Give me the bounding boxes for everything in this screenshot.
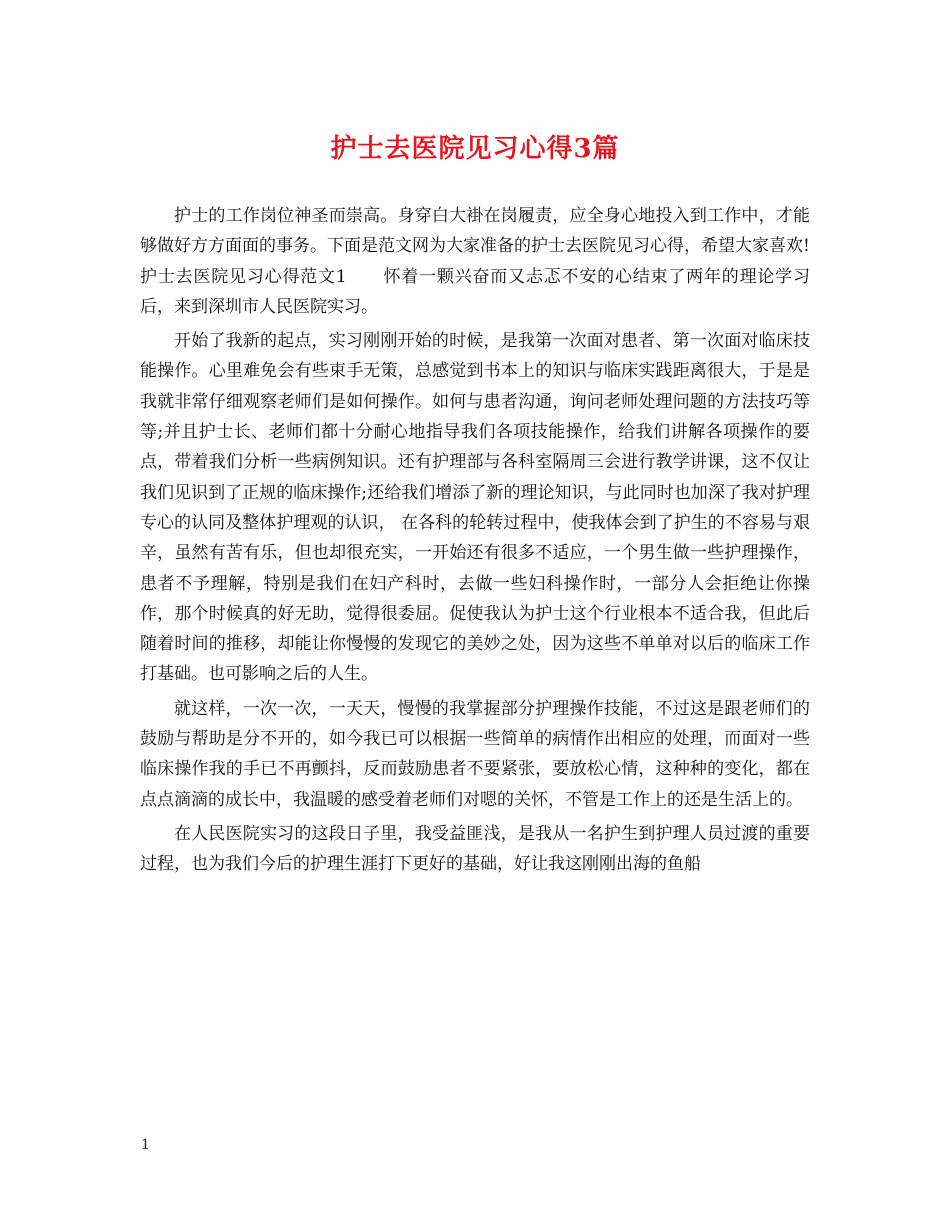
body-paragraph-3: 在人民医院实习的这段日子里，我受益匪浅，是我从一名护生到护理人员过渡的重要过程，也为我们今后的护理生涯打下更好的基础，好让我这刚刚出海的鱼船 — [140, 823, 810, 875]
section-heading: 护士去医院见习心得范文1 — [140, 266, 347, 287]
body-paragraph-2: 就这样，一次一次，一天天，慢慢的我掌握部分护理操作技能，不过这是跟老师们的鼓励与帮助是分不开的，如今我已可以根据一些简单的病情作出相应的处理，而面对一些临床操作我的手已不再颤抖，反而鼓励患者不要紧张，要放松心情，这种种的变化，都在点点滴滴的成长中，我温暖的感受着老师们对嗯的关怀，不管是工作上的还是生活上的。 — [140, 698, 810, 810]
document-title: 护士去医院见习心得3篇 — [330, 134, 620, 164]
section-paragraph — [140, 262, 810, 323]
section-first-text: 怀着一颗兴奋而又忐忑不安的心结束了两年的理论学习后，来到深圳市人民医院实习。 — [140, 266, 810, 317]
page-number: 1 — [141, 1137, 150, 1153]
body-paragraph-1: 开始了我新的起点，实习刚刚开始的时候，是我第一次面对患者、第一次面对临床技能操作。心里难免会有些束手无策，总感觉到书本上的知识与临床实践距离很大，于是是我就非常仔细观察老师们是如何操作。如何与患者沟通，询问老师处理问题的方法技巧等等;并且护士长、老师们都十分耐心地指导我们各项技能操作，给我们讲解各项操作的要点，带着我们分析一些病例知识。还有护理部与各科室隔周三会进行教学讲课，这不仅让我们见识到了正规的临床操作;还给我们增添了新的理论知识，与此同时也加深了我对护理专心的认同及整体护理观的认识， 在各科的轮转过程中，使我体会到了护生的不容易与艰辛，虽然有苦有乐，但也却很充实，一开始还有很多不适应，一个男生做一些护理操作，患者不予理解，特别是我们在妇产科时，去做一些妇科操作时，一部分人会拒绝让你操作，那个时候真的好无助，觉得很委屈。促使我认为护士这个行业根本不适合我，但此后随着时间的推移，却能让你慢慢的发现它的美妙之处，因为这些不单单对以后的临床工作打基础。也可影响之后的人生。 — [140, 331, 810, 685]
document-body — [140, 201, 810, 880]
intro-paragraph: 护士的工作岗位神圣而崇高。身穿白大褂在岗履责，应全身心地投入到工作中，才能够做好方方面面的事务。下面是范文网为大家准备的护士去医院见习心得，希望大家喜欢! — [140, 206, 810, 257]
